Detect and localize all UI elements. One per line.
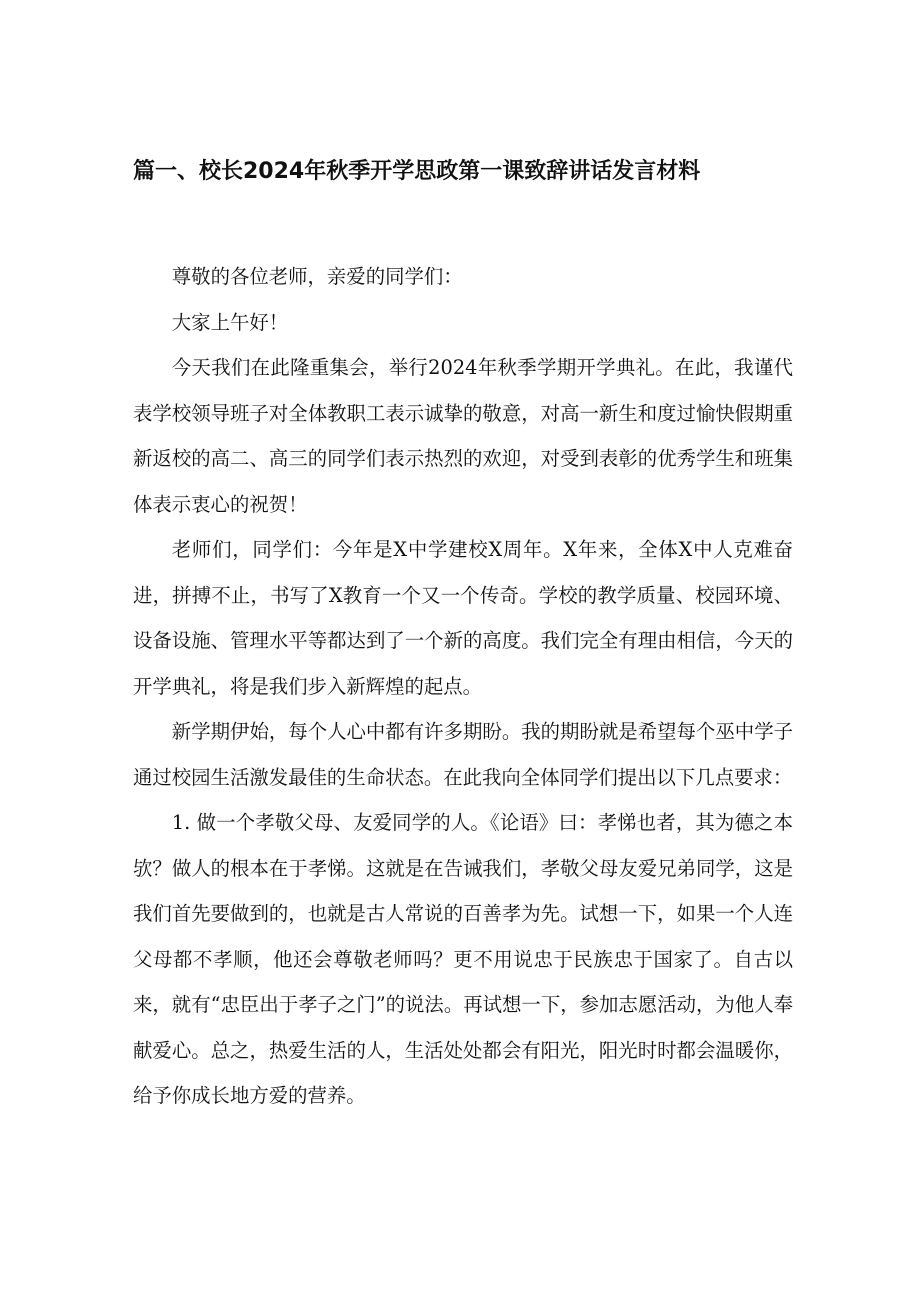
document-title: 篇一、校长2024年秋季开学思政第一课致辞讲话发言材料 (133, 159, 701, 184)
body-paragraph: 老师们，同学们：今年是X中学建校X周年。X年来，全体X中人克难奋进，拼搏不止，书写了X教育一个又一个传奇。学校的教学质量、校园环境、设备设施、管理水平等都达到了一个新的高度。我们完全有理由相信，今天的开学典礼，将是我们步入新辉煌的起点。 (133, 538, 793, 698)
body-paragraph: 新学期伊始，每个人心中都有许多期盼。我的期盼就是希望每个巫中学子通过校园生活激发最佳的生命状态。在此我向全体同学们提出以下几点要求： (133, 720, 793, 789)
greeting-paragraph: 大家上午好！ (171, 310, 289, 334)
document-body (133, 254, 793, 1119)
salutation-paragraph: 尊敬的各位老师，亲爱的同学们： (171, 265, 463, 288)
body-paragraph: 1. 做一个孝敬父母、友爱同学的人。《论语》曰：孝悌也者，其为德之本欤？做人的根本在于孝悌。这就是在告诫我们，孝敬父母友爱兄弟同学，这是我们首先要做到的，也就是古人常说的百善孝为先。试想一下，如果一个人连父母都不孝顺，他还会尊敬老师吗？更不用说忠于民族忠于国家了。自古以来，就有“忠臣出于孝子之门”的说法。再试想一下，参加志愿活动，为他人奉献爱心。总之，热爱生活的人，生活处处都会有阳光，阳光时时都会温暖你，给予你成长地方爱的营养。 (133, 811, 793, 1107)
body-paragraph: 今天我们在此隆重集会，举行2024年秋季学期开学典礼。在此，我谨代表学校领导班子对全体教职工表示诚挚的敬意，对高一新生和度过愉快假期重新返校的高二、高三的同学们表示热烈的欢迎，对受到表彰的优秀学生和班集体表示衷心的祝贺！ (133, 356, 793, 516)
